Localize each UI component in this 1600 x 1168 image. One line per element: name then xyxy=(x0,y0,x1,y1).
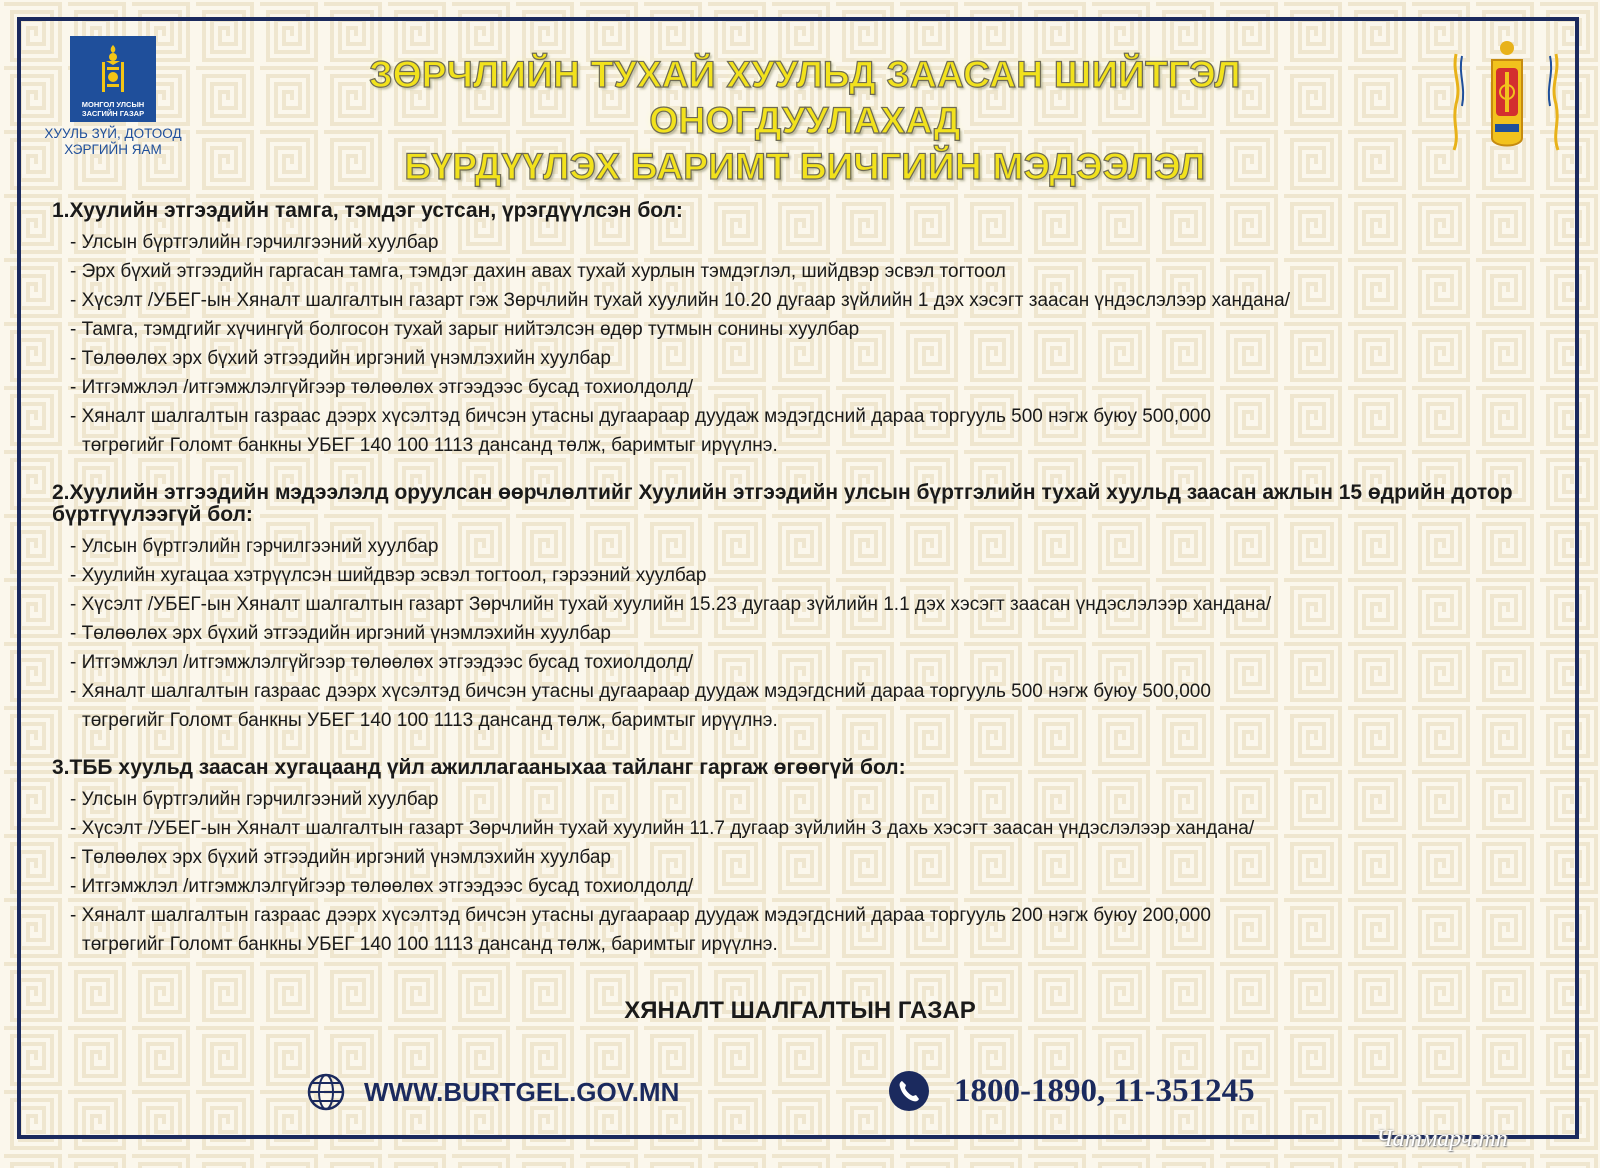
list-item xyxy=(52,901,1552,959)
list-item: - Төлөөлөх эрх бүхий этгээдийн иргэний үнэмлэхийн хуулбар xyxy=(70,847,611,868)
emblem-text-line2: ЗАСГИЙН ГАЗАР xyxy=(81,109,145,118)
list-item: - Хүсэлт /УБЕГ-ын Хяналт шалгалтын газарт гэж Зөрчлийн тухай хуулийн 10.20 дугаар зүйлийн 1 дэх хэсэгт заасан үндэслэлээр хандана/ xyxy=(70,290,1290,311)
section-2 xyxy=(52,482,1552,735)
page-title xyxy=(215,52,1395,190)
ministry-logo xyxy=(28,36,198,166)
list-item: - Улсын бүртгэлийн гэрчилгээний хуулбар xyxy=(70,232,439,253)
list-item: - Төлөөлөх эрх бүхий этгээдийн иргэний үнэмлэхийн хуулбар xyxy=(70,348,611,369)
phone-number[interactable]: 1800-1890, 11-351245 xyxy=(954,1072,1255,1109)
section-title: 2.Хуулийн этгээдийн мэдээлэлд оруулсан өөрчлөлтийг Хуулийн этгээдийн улсын бүртгэлийн тухай хуульд заасан ажлын 15 өдрийн дотор бүртгүүлээгүй бол: xyxy=(52,481,1513,526)
state-emblem-icon xyxy=(1448,34,1566,164)
department-name: ХЯНАЛТ ШАЛГАЛТЫН ГАЗАР xyxy=(624,997,976,1024)
list-item: - Улсын бүртгэлийн гэрчилгээний хуулбар xyxy=(70,789,439,810)
government-emblem xyxy=(70,36,156,122)
page-title-line1: ЗӨРЧЛИЙН ТУХАЙ ХУУЛЬД ЗААСАН ШИЙТГЭЛ ОНОГДУУЛАХАД xyxy=(369,54,1241,141)
list-item-continuation: төгрөгийг Голомт банкны УБЕГ 140 100 1113 дансанд төлж, баримтыг ирүүлнэ. xyxy=(82,710,778,731)
ministry-name-line1: ХУУЛЬ ЗҮЙ, ДОТООД xyxy=(44,126,182,141)
emblem-text-line1: МОНГОЛ УЛСЫН xyxy=(81,100,145,109)
section-1 xyxy=(52,200,1552,460)
list-item: - Итгэмжлэл /итгэмжлэлгүйгээр төлөөлөх этгээдээс бусад тохиолдолд/ xyxy=(70,876,694,897)
website-contact[interactable] xyxy=(306,1070,679,1114)
list-item: - Тамга, тэмдгийг хүчингүй болгосон тухай зарыг нийтэлсэн өдөр тутмын сонины хуулбар xyxy=(70,319,860,340)
list-item-text: - Хяналт шалгалтын газраас дээрх хүсэлтэд бичсэн утасны дугаараар дуудаж мэдэгдсний дараа торгууль 200 нэгж буюу 200,000 xyxy=(70,905,1211,926)
list-item: - Хүсэлт /УБЕГ-ын Хяналт шалгалтын газарт Зөрчлийн тухай хуулийн 15.23 дугаар зүйлийн 1.1 дэх хэсэгт заасан үндэслэлээр хандана/ xyxy=(70,594,1272,615)
list-item-text: - Хяналт шалгалтын газраас дээрх хүсэлтэд бичсэн утасны дугаараар дуудаж мэдэгдсний дараа торгууль 500 нэгж буюу 500,000 xyxy=(70,681,1211,702)
list-item xyxy=(52,677,1552,735)
soyombo-icon xyxy=(99,44,127,94)
globe-icon xyxy=(306,1072,346,1112)
registration-agency-logo xyxy=(1448,34,1566,164)
list-item: - Итгэмжлэл /итгэмжлэлгүйгээр төлөөлөх этгээдээс бусад тохиолдолд/ xyxy=(70,377,694,398)
phone-contact[interactable] xyxy=(888,1068,1255,1114)
list-item-text: - Хяналт шалгалтын газраас дээрх хүсэлтэд бичсэн утасны дугаараар дуудаж мэдэгдсний дараа торгууль 500 нэгж буюу 500,000 xyxy=(70,406,1211,427)
main-content xyxy=(52,200,1552,981)
watermark: Чатмарч.mn xyxy=(1376,1126,1508,1152)
list-item: - Төлөөлөх эрх бүхий этгээдийн иргэний үнэмлэхийн хуулбар xyxy=(70,623,611,644)
phone-icon xyxy=(888,1070,930,1112)
section-3 xyxy=(52,757,1552,959)
page-title-line2: БҮРДҮҮЛЭХ БАРИМТ БИЧГИЙН МЭДЭЭЛЭЛ xyxy=(404,146,1206,187)
list-item-continuation: төгрөгийг Голомт банкны УБЕГ 140 100 1113 дансанд төлж, баримтыг ирүүлнэ. xyxy=(82,435,778,456)
list-item: - Хуулийн хугацаа хэтрүүлсэн шийдвэр эсвэл тогтоол, гэрээний хуулбар xyxy=(70,565,707,586)
website-link[interactable]: WWW.BURTGEL.GOV.MN xyxy=(364,1076,680,1107)
list-item-continuation: төгрөгийг Голомт банкны УБЕГ 140 100 1113 дансанд төлж, баримтыг ирүүлнэ. xyxy=(82,934,778,955)
list-item: - Хүсэлт /УБЕГ-ын Хяналт шалгалтын газарт Зөрчлийн тухай хуулийн 11.7 дугаар зүйлийн 3 дахь хэсэгт заасан үндэслэлээр хандана/ xyxy=(70,818,1255,839)
list-item: - Улсын бүртгэлийн гэрчилгээний хуулбар xyxy=(70,536,439,557)
ministry-name xyxy=(28,126,198,158)
list-item xyxy=(52,402,1552,460)
ministry-name-line2: ХЭРГИЙН ЯАМ xyxy=(64,142,162,157)
list-item: - Итгэмжлэл /итгэмжлэлгүйгээр төлөөлөх этгээдээс бусад тохиолдолд/ xyxy=(70,652,694,673)
section-title: 3.ТББ хуульд заасан хугацаанд үйл ажиллагааныхаа тайланг гаргаж өгөөгүй бол: xyxy=(52,756,906,779)
section-title: 1.Хуулийн этгээдийн тамга, тэмдэг устсан, үрэгдүүлсэн бол: xyxy=(52,199,683,222)
list-item: - Эрх бүхий этгээдийн гаргасан тамга, тэмдэг дахин авах тухай хурлын тэмдэглэл, шийдвэр эсвэл тогтоол xyxy=(70,261,1006,282)
